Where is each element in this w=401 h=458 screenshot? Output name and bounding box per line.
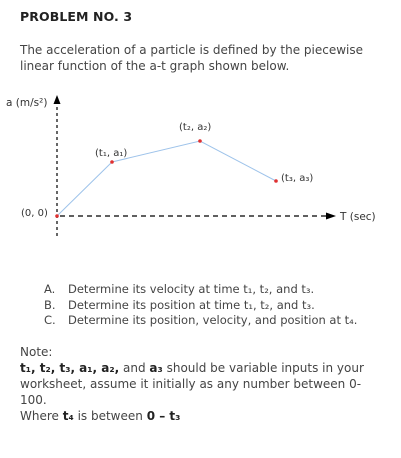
problem-title: PROBLEM NO. 3: [20, 9, 133, 24]
problem-intro: The acceleration of a particle is defined by the piecewise linear function of the a-t graph shown below.: [20, 43, 364, 73]
point-2: [198, 139, 202, 143]
note-is-between: is between: [77, 409, 143, 423]
task-a: [44, 282, 357, 298]
task-letter: B.: [44, 297, 56, 312]
note-body: [20, 360, 385, 408]
note-range: 0 – t₃: [146, 409, 181, 423]
x-axis-label: T (sec): [340, 211, 376, 223]
note-vars: t₁, t₂, t₃, a₁, a₂,: [20, 361, 120, 375]
note-and: and: [123, 361, 146, 375]
x-axis-arrow: [326, 213, 336, 220]
point-1-label: (t₁, a₁): [95, 148, 128, 159]
task-letter: A.: [44, 282, 56, 296]
task-letter: C.: [44, 313, 56, 327]
note-block: [20, 344, 385, 424]
point-1: [110, 160, 114, 164]
point-3-label: (t₃, a₃): [281, 173, 314, 184]
note-where: [20, 408, 385, 424]
task-text: Determine its position, velocity, and position at t₄.: [68, 313, 358, 327]
task-text: Determine its velocity at time t₁, t₂, and t₃.: [68, 282, 315, 296]
point-2-label: (t₂, a₂): [179, 122, 212, 133]
acceleration-line: [57, 141, 276, 216]
note-heading: Note:: [20, 345, 53, 359]
note-body-text: should be variable inputs in your worksheet, assume it initially as any number between 0-100.: [20, 361, 364, 407]
y-axis-arrow: [54, 95, 61, 104]
task-b: [44, 298, 357, 314]
point-3: [274, 179, 278, 183]
point-origin: [55, 214, 59, 218]
task-c: [44, 313, 357, 329]
note-t4: t₄: [62, 409, 74, 423]
task-text: Determine its position at time t₁, t₂, and t₃.: [68, 297, 315, 312]
note-where-prefix: Where: [20, 409, 59, 423]
point-origin-label: (0, 0): [21, 208, 48, 219]
note-var-last: a₃: [149, 361, 163, 375]
y-axis-label: a (m/s²): [6, 97, 48, 109]
task-list: [44, 282, 357, 329]
